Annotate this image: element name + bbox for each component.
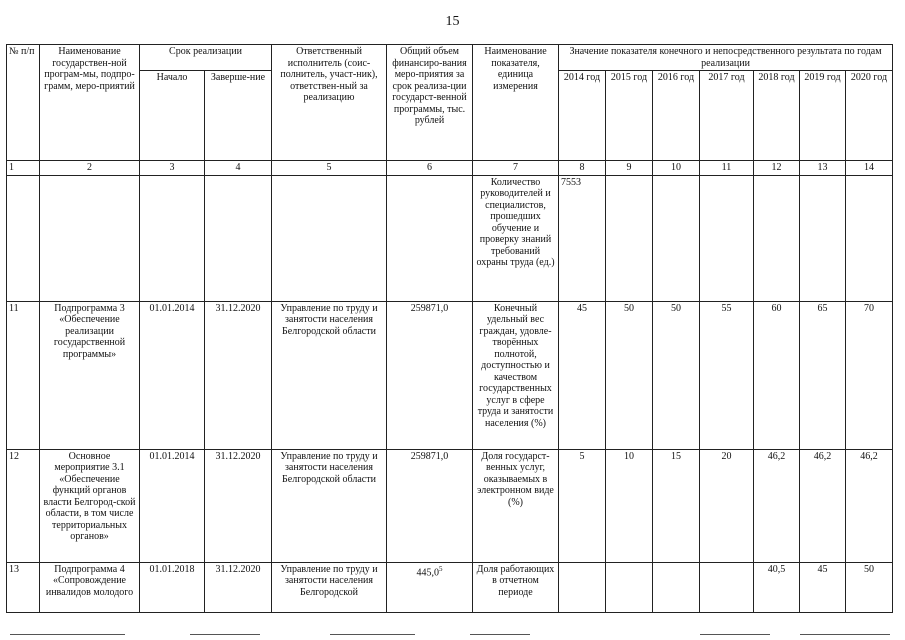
column-number: 9 bbox=[606, 161, 653, 176]
row-value-2014: 7553 bbox=[559, 175, 606, 301]
row-end bbox=[205, 175, 272, 301]
row-value-2019: 45 bbox=[800, 562, 846, 612]
column-number: 13 bbox=[800, 161, 846, 176]
row-value-2020: 70 bbox=[846, 301, 893, 449]
row-value-2018: 46,2 bbox=[754, 449, 800, 562]
row-indicator: Конечный удельный вес граждан, удовле-творённых полнотой, доступностью и качеством государственных услуг в сфере труда и занятости населения (%) bbox=[473, 301, 559, 449]
header-year: 2017 год bbox=[700, 71, 754, 161]
row-value-2015: 10 bbox=[606, 449, 653, 562]
column-number-row bbox=[7, 161, 893, 176]
row-responsible: Управление по труду и занятости населения Белгородской области bbox=[272, 449, 387, 562]
header-year: 2014 год bbox=[559, 71, 606, 161]
row-value-2018: 60 bbox=[754, 301, 800, 449]
row-funding: 259871,0 bbox=[387, 301, 473, 449]
indicators-table bbox=[6, 44, 893, 613]
row-value-2018 bbox=[754, 175, 800, 301]
header-responsible: Ответственный исполнитель (соис-полнитель, участ-ник), ответствен-ный за реализацию bbox=[272, 45, 387, 161]
row-name: Подпрограмма 4 «Сопровождение инвалидов молодого bbox=[40, 562, 140, 612]
row-value-2019 bbox=[800, 175, 846, 301]
row-responsible bbox=[272, 175, 387, 301]
row-no: 11 bbox=[7, 301, 40, 449]
header-values-title: Значение показателя конечного и непосредственного результата по годам реализации bbox=[559, 45, 893, 71]
row-responsible: Управление по труду и занятости населения Белгородской области bbox=[272, 301, 387, 449]
row-responsible: Управление по труду и занятости населения Белгородской bbox=[272, 562, 387, 612]
table-row bbox=[7, 562, 893, 612]
page-number: 15 bbox=[445, 14, 460, 29]
scan-edge-lines bbox=[0, 632, 905, 636]
row-value-2017 bbox=[700, 562, 754, 612]
table-row bbox=[7, 175, 893, 301]
row-funding-value: 445,0 bbox=[416, 566, 439, 578]
column-number: 3 bbox=[140, 161, 205, 176]
row-no: 13 bbox=[7, 562, 40, 612]
row-value-2015: 50 bbox=[606, 301, 653, 449]
column-number: 11 bbox=[700, 161, 754, 176]
row-value-2017: 20 bbox=[700, 449, 754, 562]
row-funding bbox=[387, 175, 473, 301]
column-number: 12 bbox=[754, 161, 800, 176]
row-funding: 259871,0 bbox=[387, 449, 473, 562]
row-end: 31.12.2020 bbox=[205, 562, 272, 612]
row-value-2016 bbox=[653, 562, 700, 612]
row-indicator: Доля государст-венных услуг, оказываемых в электронном виде (%) bbox=[473, 449, 559, 562]
header-period: Срок реализации bbox=[140, 45, 272, 71]
header-no: № п/п bbox=[7, 45, 40, 161]
row-start: 01.01.2018 bbox=[140, 562, 205, 612]
header-year: 2018 год bbox=[754, 71, 800, 161]
row-name: Подпрограмма 3 «Обеспечение реализации государственной программы» bbox=[40, 301, 140, 449]
row-value-2016: 50 bbox=[653, 301, 700, 449]
row-value-2018: 40,5 bbox=[754, 562, 800, 612]
row-indicator: Доля работающих в отчетном периоде bbox=[473, 562, 559, 612]
column-number: 4 bbox=[205, 161, 272, 176]
header-year: 2016 год bbox=[653, 71, 700, 161]
column-number: 7 bbox=[473, 161, 559, 176]
row-value-2020 bbox=[846, 175, 893, 301]
table-row bbox=[7, 301, 893, 449]
row-value-2014: 5 bbox=[559, 449, 606, 562]
row-value-2020: 50 bbox=[846, 562, 893, 612]
header-year: 2020 год bbox=[846, 71, 893, 161]
header-funding: Общий объем финансиро-вания меро-приятия за срок реализа-ции государст-венной программы, тыс. рублей bbox=[387, 45, 473, 161]
row-value-2017: 55 bbox=[700, 301, 754, 449]
row-start: 01.01.2014 bbox=[140, 301, 205, 449]
row-no: 12 bbox=[7, 449, 40, 562]
header-year: 2015 год bbox=[606, 71, 653, 161]
column-number: 10 bbox=[653, 161, 700, 176]
header-name: Наименование государствен-ной програм-мы, подпро-грамм, меро-приятий bbox=[40, 45, 140, 161]
header-year: 2019 год bbox=[800, 71, 846, 161]
row-end: 31.12.2020 bbox=[205, 301, 272, 449]
row-end: 31.12.2020 bbox=[205, 449, 272, 562]
column-number: 1 bbox=[7, 161, 40, 176]
row-value-2015 bbox=[606, 175, 653, 301]
row-funding bbox=[387, 562, 473, 612]
row-start: 01.01.2014 bbox=[140, 449, 205, 562]
row-value-2017 bbox=[700, 175, 754, 301]
column-number: 14 bbox=[846, 161, 893, 176]
row-start bbox=[140, 175, 205, 301]
footnote-mark: 5 bbox=[439, 564, 443, 573]
row-name: Основное мероприятие 3.1 «Обеспечение функций органов власти Белгород-ской области, в том числе территориальных органов» bbox=[40, 449, 140, 562]
row-value-2019: 65 bbox=[800, 301, 846, 449]
header-end: Заверше-ние bbox=[205, 71, 272, 161]
row-value-2015 bbox=[606, 562, 653, 612]
table-row bbox=[7, 449, 893, 562]
row-indicator: Количество руководителей и специалистов, прошедших обучение и проверку знаний требований охраны труда (ед.) bbox=[473, 175, 559, 301]
column-number: 6 bbox=[387, 161, 473, 176]
header-start: Начало bbox=[140, 71, 205, 161]
row-value-2020: 46,2 bbox=[846, 449, 893, 562]
column-number: 5 bbox=[272, 161, 387, 176]
column-number: 8 bbox=[559, 161, 606, 176]
row-value-2016 bbox=[653, 175, 700, 301]
table-header bbox=[7, 45, 893, 161]
row-value-2016: 15 bbox=[653, 449, 700, 562]
column-number: 2 bbox=[40, 161, 140, 176]
row-value-2019: 46,2 bbox=[800, 449, 846, 562]
row-value-2014 bbox=[559, 562, 606, 612]
row-no bbox=[7, 175, 40, 301]
row-value-2014: 45 bbox=[559, 301, 606, 449]
header-indicator: Наименование показателя, единица измерения bbox=[473, 45, 559, 161]
row-name bbox=[40, 175, 140, 301]
